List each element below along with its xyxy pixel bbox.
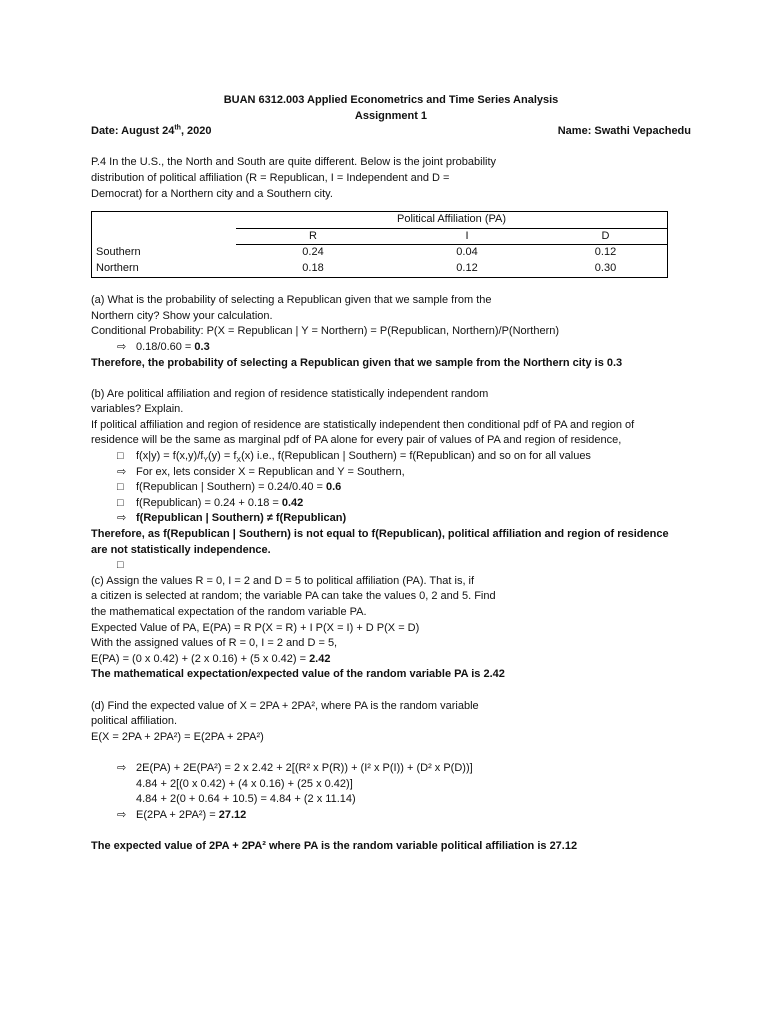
assignment-title: Assignment 1 <box>354 109 428 122</box>
part-d-conclusion: The expected value of 2PA + 2PA² where PA is the random variable political affiliation is 27.12 <box>91 839 578 852</box>
part-a: (a) What is the probability of selecting a Republican given that we sample from the Northern city? Show your calculation. Conditional Probability: P(X = Republican | Y = Northern) = P(Republican, Northern)/P(Northern) ⇨ 0.18/0.60 = 0.3 Therefore, the probability of selecting a Republican given that we sample from the Northern city is 0.3 <box>91 293 691 371</box>
column-header-i: I <box>390 228 544 245</box>
box-icon: □ <box>117 450 124 463</box>
part-a-conclusion: Therefore, the probability of selecting a Republican given that we sample from the Northern city is 0.3 <box>91 356 623 369</box>
part-b: (b) Are political affiliation and region of residence statistically independent random variables? Explain. If political affiliation and region of residence are statistically independent then conditional pdf of PA and region of residence will be the same as marginal pdf of PA alone for every pair of values of PA and region of residence, □ $f(x|y) = f(x,y)/f_Y(y) = f_X(x)$ i.e., f(Republican | Southern) = f(Republican) and so on for all values ⇨ For ex, lets consider X = Republican and Y = Southern, □ f(Republican | Southern) = 0.24/0.40 = 0.6 □ f(Republican) = 0.24 + 0.18 = 0.42 ⇨ f(Republican | Southern) ≠ f(Republican) Therefore, as f(Republican | Southern) is not equal to f(Republican), political affiliation and region of residence are not statistically independence. □ <box>91 387 691 574</box>
arrow-icon: ⇨ <box>117 761 127 774</box>
table-row <box>92 261 668 277</box>
document-page <box>91 93 691 855</box>
course-title: BUAN 6312.003 Applied Econometrics and Time Series Analysis <box>223 94 559 106</box>
table-cell: 0.18 <box>302 261 324 274</box>
column-header-d: D <box>544 228 668 245</box>
arrow-icon: ⇨ <box>117 465 127 478</box>
row-label: Southern <box>96 246 141 259</box>
table-cell: 0.24 <box>302 246 324 259</box>
student-name: Name: Swathi Vepachedu <box>557 125 691 138</box>
part-b-conclusion: Therefore, as f(Republican | Southern) is not equal to f(Republican), political affiliation and region of residence <box>91 528 669 541</box>
box-icon: □ <box>117 496 124 509</box>
table-row <box>92 245 668 261</box>
table-cell: 0.04 <box>456 246 478 259</box>
box-icon: □ <box>117 481 124 494</box>
column-header-r: R <box>236 228 390 245</box>
table-cell: 0.12 <box>456 261 478 274</box>
joint-probability-table <box>91 211 668 277</box>
box-icon: □ <box>117 559 124 572</box>
part-c: (c) Assign the values R = 0, I = 2 and D = 5 to political affiliation (PA). That is, if a citizen is selected at random; the variable PA can take the values 0, 2 and 5. Find the mathematical expectation of the random variable PA. Expected Value of PA, E(PA) = R P(X = R) + I P(X = I) + D P(X = D) With the assigned values of R = 0, I = 2 and D = 5, E(PA) = (0 x 0.42) + (2 x 0.16) + (5 x 0.42) = 2.42 The mathematical expectation/expected value of the random variable PA is 2.42 <box>91 574 691 683</box>
table-cell: 0.30 <box>594 261 617 274</box>
table-group-header: Political Affiliation (PA) <box>236 212 668 229</box>
intro-paragraph: P.4 In the U.S., the North and South are quite different. Below is the joint probability distribution of political affiliation (R = Republican, I = Independent and D = Democrat) for a Northern city and a Southern city. <box>91 156 497 200</box>
arrow-icon: ⇨ <box>117 340 127 353</box>
part-c-conclusion: The mathematical expectation/expected value of the random variable PA is 2.42 <box>91 668 505 681</box>
date-name-row <box>91 124 691 140</box>
part-d: (d) Find the expected value of X = 2PA + 2PA², where PA is the random variable political affiliation. E(X = 2PA + 2PA²) = E(2PA + 2PA²) ⇨ 2E(PA) + 2E(PA²) = 2 x 2.42 + 2[(R² x P(R)) + (I² x P(I)) + (D² x P(D))] 4.84 + 2[(0 x 0.42) + (4 x 0.16) + (25 x 0.42)] 4.84 + 2(0 + 0.64 + 10.5) = 4.84 + (2 x 11.14) ⇨ E(2PA + 2PA²) = 27.12 The expected value of 2PA + 2PA² where PA is the random variable political affiliation is 27.12 <box>91 699 691 855</box>
row-label: Northern <box>96 261 139 274</box>
arrow-icon: ⇨ <box>117 512 127 525</box>
date-text: Date: August 24th, 2020 <box>91 124 212 138</box>
arrow-icon: ⇨ <box>117 808 127 821</box>
table-cell: 0.12 <box>594 246 617 259</box>
